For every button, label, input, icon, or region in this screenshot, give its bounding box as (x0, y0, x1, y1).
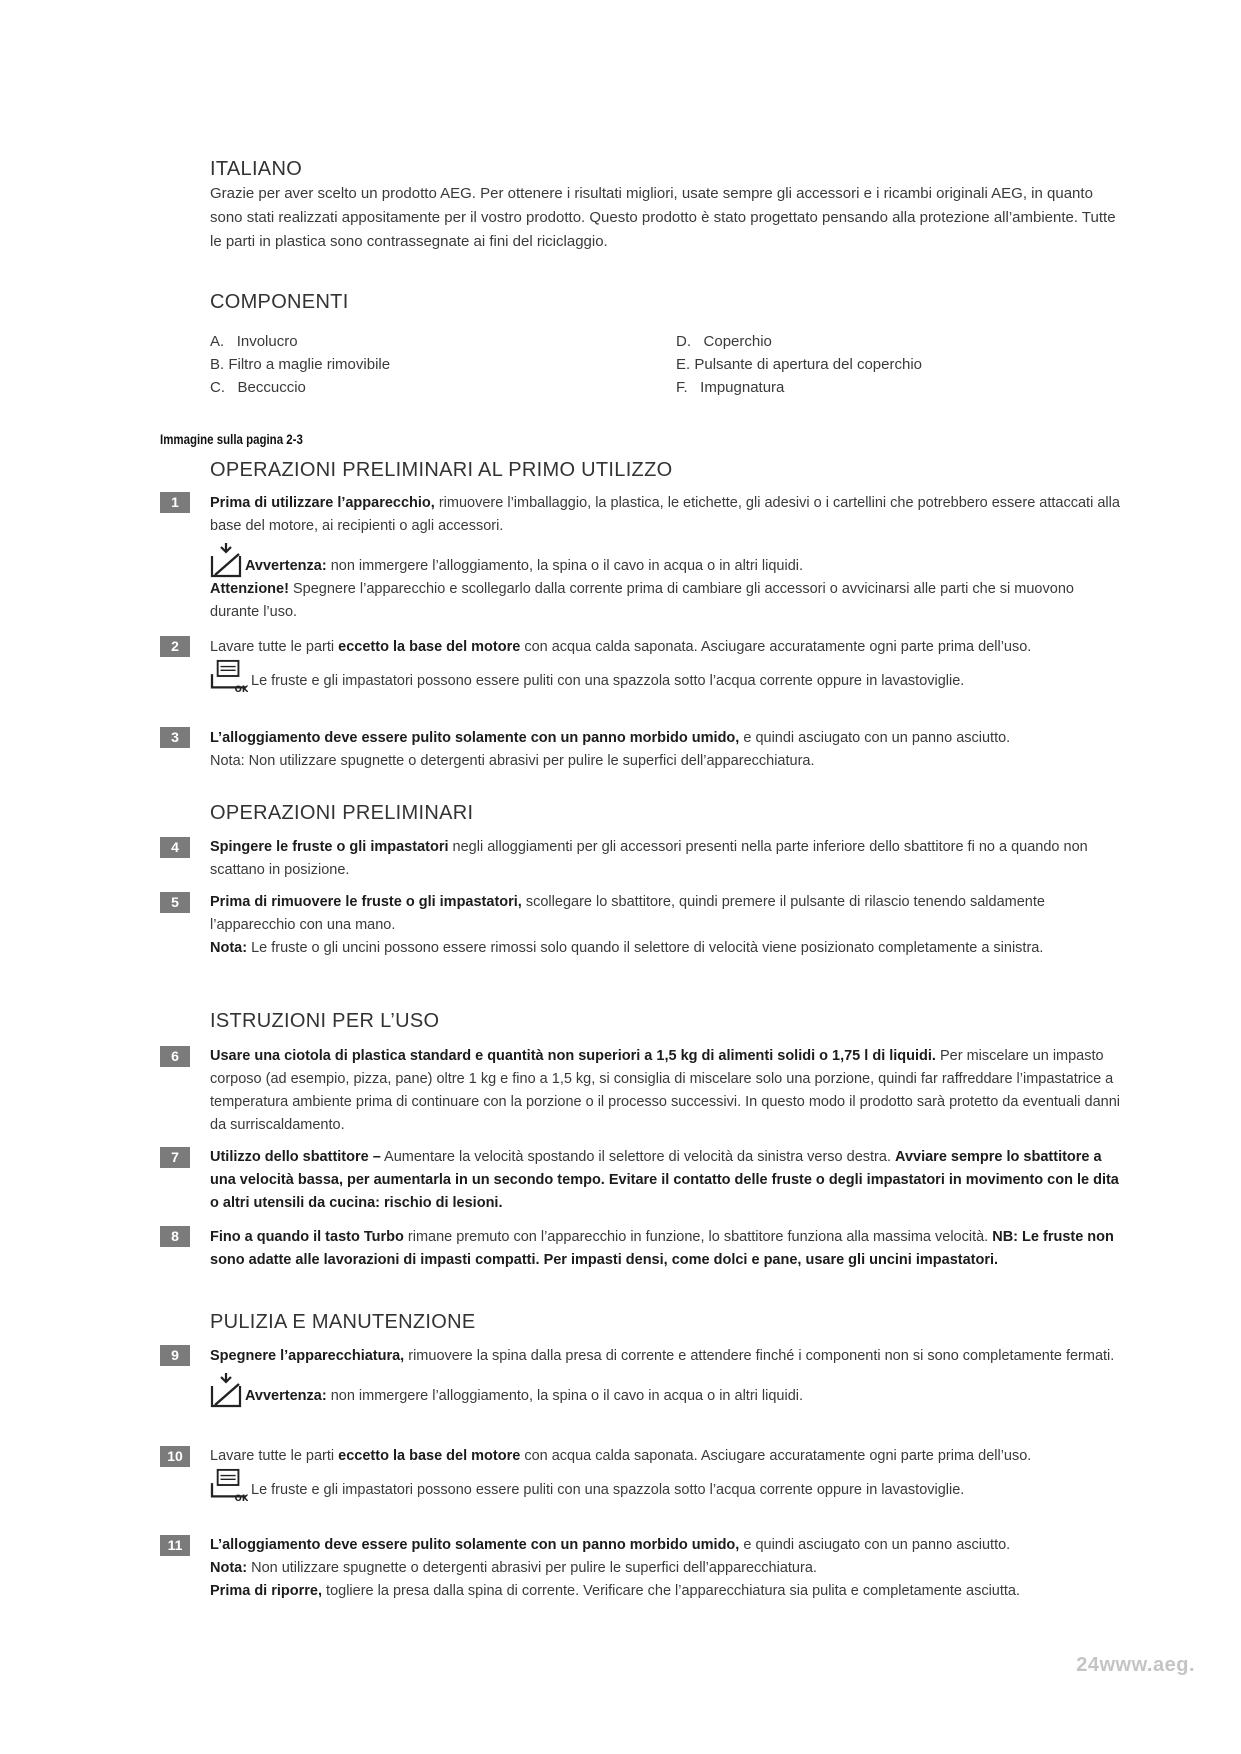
component-label: Impugnatura (700, 379, 785, 396)
step-number: 10 (160, 1446, 190, 1467)
caution-label: Attenzione! (210, 581, 289, 597)
step-11 (210, 1534, 1125, 1603)
components-section (210, 291, 1125, 314)
step-bold: L’alloggiamento deve essere pulito solamente con un panno morbido umido, (210, 1537, 740, 1553)
step-7 (210, 1146, 1125, 1215)
component-b: B. Filtro a maglie rimovibile (210, 356, 391, 373)
intro-title: ITALIANO (210, 158, 303, 180)
dishwasher-icon (210, 1468, 248, 1502)
step-bold: NB: Le fruste non sono adatte alle lavorazioni di impasti compatti. Per impasti densi, come dolci e pane, usare gli uncini impastatori. (210, 1229, 1114, 1268)
step-6 (210, 1045, 1125, 1137)
no-immerse-icon (210, 1372, 242, 1408)
step-note: Nota: Non utilizzare spugnette o detergenti abrasivi per pulire le superfici dell’apparecchiatura. (210, 753, 815, 769)
component-d: D. Coperchio (676, 333, 772, 350)
intro-text: Grazie per aver scelto un prodotto AEG. Per ottenere i risultati migliori, usate sempre gli accessori e i ricambi originali AEG, in quanto sono stati realizzati appositamente per il vostro prodotto. Questo prodotto è stato progettato pensando alla protezione all’ambiente. Tutte le parti in plastica sono contrassegnate ai fini del riciclaggio. (210, 185, 1116, 250)
step-bold: L’alloggiamento deve essere pulito solamente con un panno morbido umido, (210, 730, 740, 746)
image-reference: Immagine sulla pagina 2-3 (160, 432, 303, 447)
step-bold: Spingere le fruste o gli impastatori (210, 839, 449, 855)
section-title: OPERAZIONI PRELIMINARI AL PRIMO UTILIZZO (210, 459, 673, 481)
step-bold: Avviare sempre lo sbattitore a una velocità bassa, per aumentarla in un secondo tempo. Evitare il contatto delle fruste o degli impastatori in movimento con le dita o altri utensili da cucina: rischio di lesioni. (210, 1149, 1119, 1211)
step-4 (210, 836, 1125, 882)
step-text: Lavare tutte le parti (210, 1448, 339, 1464)
step-text: scollegare lo sbattitore, quindi premere il pulsante di rilascio tenendo saldamente l’apparecchio con una mano. (210, 894, 1045, 933)
step-bold: Prima di utilizzare l’apparecchio, (210, 495, 435, 511)
step-text: rimane premuto con l’apparecchio in funzione, lo sbattitore funziona alla massima velocità. (403, 1229, 993, 1245)
no-immerse-icon (210, 542, 242, 578)
step-9 (210, 1345, 1125, 1408)
step-number: 9 (160, 1345, 190, 1366)
step-1 (210, 492, 1125, 538)
step-bold: Spegnere l’apparecchiatura, (210, 1348, 405, 1364)
component-letter: C (210, 379, 221, 396)
storage-text: togliere la presa dalla spina di corrente. Verificare che l’apparecchiatura sia pulita e completamente asciutta. (322, 1583, 1021, 1599)
step-number: 4 (160, 837, 190, 858)
step-text: Per miscelare un impasto corposo (ad esempio, pizza, pane) oltre 1 kg e fino a 1,5 kg, si consiglia di miscelare solo una porzione, quindi far raffreddare l’impastatrice a temperatura ambiente prima di continuare con la porzione o il processo successivi. In questo modo il prodotto sarà protetto da eventuali danni da surriscaldamento. (210, 1048, 1120, 1133)
dishwasher-icon (210, 659, 248, 693)
section-use (210, 1010, 1125, 1033)
step-number: 7 (160, 1147, 190, 1168)
step-bold: Usare una ciotola di plastica standard e quantità non superiori a 1,5 kg di alimenti solidi o 1,75 l di liquidi. (210, 1048, 936, 1064)
step-text: negli alloggiamenti per gli accessori presenti nella parte inferiore dello sbattitore fi no a quando non scattano in posizione. (210, 839, 1088, 878)
step-bold: Fino a quando il tasto Turbo (210, 1229, 404, 1245)
step-number: 5 (160, 892, 190, 913)
section-title: ISTRUZIONI PER L’USO (210, 1010, 440, 1032)
step-3 (210, 727, 1125, 773)
section-title: PULIZIA E MANUTENZIONE (210, 1311, 476, 1333)
note-text: Le fruste o gli uncini possono essere rimossi solo quando il selettore di velocità viene posizionato completamente a sinistra. (247, 940, 1044, 956)
step-2 (210, 636, 1125, 693)
component-letter: F (676, 379, 684, 396)
step-text: rimuovere l’imballaggio, la plastica, le etichette, gli adesivi o i cartellini che potrebbero essere attaccati alla base del motore, ai recipienti o agli accessori. (210, 495, 1120, 534)
step-text: con acqua calda saponata. Asciugare accuratamente ogni parte prima dell’uso. (520, 1448, 1032, 1464)
component-f: F. Impugnatura (676, 379, 785, 396)
component-letter: B (210, 356, 221, 373)
step-text: e quindi asciugato con un panno asciutto. (739, 730, 1011, 746)
step-10 (210, 1445, 1125, 1502)
component-a: A. Involucro (210, 333, 298, 350)
step-text: con acqua calda saponata. Asciugare accuratamente ogni parte prima dell’uso. (520, 639, 1032, 655)
warning-text: non immergere l’alloggiamento, la spina o il cavo in acqua o in altri liquidi. (326, 1388, 804, 1404)
step-bold: Utilizzo dello sbattitore – (210, 1149, 381, 1165)
caution-text: Spegnere l’apparecchio e scollegarlo dalla corrente prima di cambiare gli accessori o avvicinarsi alle parti che si muovono durante l’uso. (210, 581, 1074, 620)
step-8 (210, 1226, 1125, 1272)
section-prelim (210, 802, 1125, 825)
component-letter: A (210, 333, 221, 350)
warning-label: Avvertenza: (245, 1388, 327, 1404)
step-bold: Prima di rimuovere le fruste o gli impastatori, (210, 894, 522, 910)
component-label: Pulsante di apertura del coperchio (694, 356, 923, 373)
component-label: Coperchio (703, 333, 772, 350)
step-number: 1 (160, 492, 190, 513)
step-number: 6 (160, 1046, 190, 1067)
note-label: Nota: (210, 1560, 248, 1576)
dishwasher-text: Le fruste e gli impastatori possono essere puliti con una spazzola sotto l’acqua corrente oppure in lavastoviglie. (251, 1482, 965, 1498)
step-text: Aumentare la velocità spostando il selettore di velocità da sinistra verso destra. (380, 1149, 896, 1165)
storage-label: Prima di riporre, (210, 1583, 323, 1599)
component-letter: E (676, 356, 687, 373)
dishwasher-text: Le fruste e gli impastatori possono essere puliti con una spazzola sotto l’acqua corrente oppure in lavastoviglie. (251, 673, 965, 689)
component-label: Filtro a maglie rimovibile (228, 356, 391, 373)
warning-text: non immergere l’alloggiamento, la spina o il cavo in acqua o in altri liquidi. (326, 558, 804, 574)
intro-section (210, 158, 1125, 254)
component-letter: D (676, 333, 687, 350)
component-e: E. Pulsante di apertura del coperchio (676, 356, 923, 373)
section-cleaning (210, 1311, 1125, 1334)
step-text: Lavare tutte le parti (210, 639, 339, 655)
step-number: 8 (160, 1226, 190, 1247)
step-bold: eccetto la base del motore (338, 1448, 521, 1464)
section-first-use (210, 459, 1125, 482)
warning-block (210, 542, 1125, 624)
section-title: OPERAZIONI PRELIMINARI (210, 802, 474, 824)
note-text: Non utilizzare spugnette o detergenti abrasivi per pulire le superfici dell’apparecchiatura. (247, 1560, 817, 1576)
step-number: 2 (160, 636, 190, 657)
note-label: Nota: (210, 940, 248, 956)
component-c: C. Beccuccio (210, 379, 306, 396)
step-number: 3 (160, 727, 190, 748)
step-bold: eccetto la base del motore (338, 639, 521, 655)
step-5 (210, 891, 1125, 960)
warning-label: Avvertenza: (245, 558, 327, 574)
watermark: 24www.aeg. (1076, 1654, 1195, 1676)
step-number: 11 (160, 1535, 190, 1556)
component-label: Involucro (236, 333, 298, 350)
step-text: rimuovere la spina dalla presa di corrente e attendere finché i componenti non si sono completamente fermati. (404, 1348, 1115, 1364)
components-title: COMPONENTI (210, 291, 349, 313)
component-label: Beccuccio (237, 379, 306, 396)
step-text: e quindi asciugato con un panno asciutto. (739, 1537, 1011, 1553)
